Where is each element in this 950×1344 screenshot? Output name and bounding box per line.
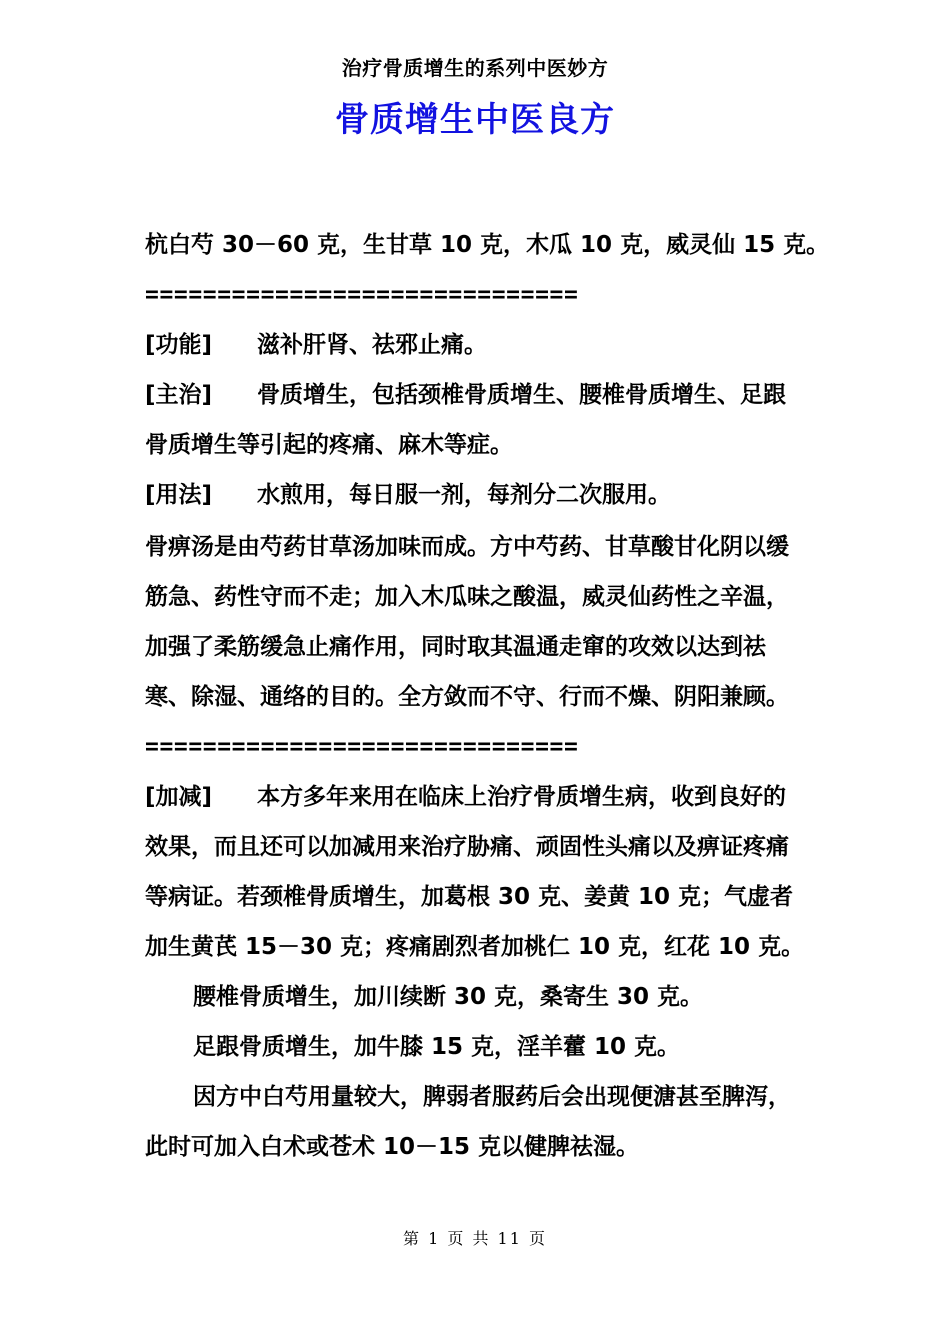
lumbar-line: 腰椎骨质增生，加川续断 30 克，桑寄生 30 克。 [193, 984, 704, 1010]
separator-1: ============================== [145, 282, 579, 308]
document-subtitle: 治疗骨质增生的系列中医妙方 [341, 56, 609, 80]
modify-line [145, 772, 786, 822]
modify-tag: [加减] [145, 784, 213, 810]
function-text: 滋补肝肾、祛邪止痛。 [257, 332, 487, 358]
indication-tag: [主治] [145, 382, 213, 408]
separator-2: ============================== [145, 734, 579, 760]
usage-tag: [用法] [145, 482, 213, 508]
explanation-line-4: 寒、除湿、通络的目的。全方敛而不守、行而不燥、阴阳兼顾。 [145, 684, 789, 710]
usage-text: 水煎用，每日服一剂，每剂分二次服用。 [257, 482, 671, 508]
function-tag: [功能] [145, 332, 213, 358]
recipe-line: 杭白芍 30－60 克，生甘草 10 克，木瓜 10 克，威灵仙 15 克。 [145, 232, 830, 258]
indication-line [145, 370, 786, 420]
modify-text-3: 等病证。若颈椎骨质增生，加葛根 30 克、姜黄 10 克；气虚者 [145, 884, 794, 910]
function-line [145, 320, 487, 370]
usage-line [145, 470, 671, 520]
modify-text-1: 本方多年来用在临床上治疗骨质增生病，收到良好的 [257, 784, 786, 810]
explanation-line-3: 加强了柔筋缓急止痛作用，同时取其温通走窜的攻效以达到祛 [145, 634, 766, 660]
page-number: 第 1 页 共 11 页 [403, 1229, 547, 1248]
explanation-line-2: 筋急、药性守而不走；加入木瓜味之酸温，威灵仙药性之辛温， [145, 584, 789, 610]
modify-text-2: 效果，而且还可以加减用来治疗胁痛、顽固性头痛以及痹证疼痛 [145, 834, 789, 860]
heel-line: 足跟骨质增生，加牛膝 15 克，淫羊藿 10 克。 [193, 1034, 681, 1060]
indication-text-2: 骨质增生等引起的疼痛、麻木等症。 [145, 432, 513, 458]
explanation-line-1: 骨痹汤是由芍药甘草汤加味而成。方中芍药、甘草酸甘化阴以缓 [145, 534, 789, 560]
indication-text-1: 骨质增生，包括颈椎骨质增生、腰椎骨质增生、足跟 [257, 382, 786, 408]
note-line-1: 因方中白芍用量较大，脾弱者服药后会出现便溏甚至脾泻， [193, 1084, 791, 1110]
note-line-2: 此时可加入白术或苍术 10－15 克以健脾祛湿。 [145, 1134, 640, 1160]
modify-text-4: 加生黄芪 15－30 克；疼痛剧烈者加桃仁 10 克，红花 10 克。 [145, 934, 805, 960]
document-title: 骨质增生中医良方 [335, 100, 615, 140]
